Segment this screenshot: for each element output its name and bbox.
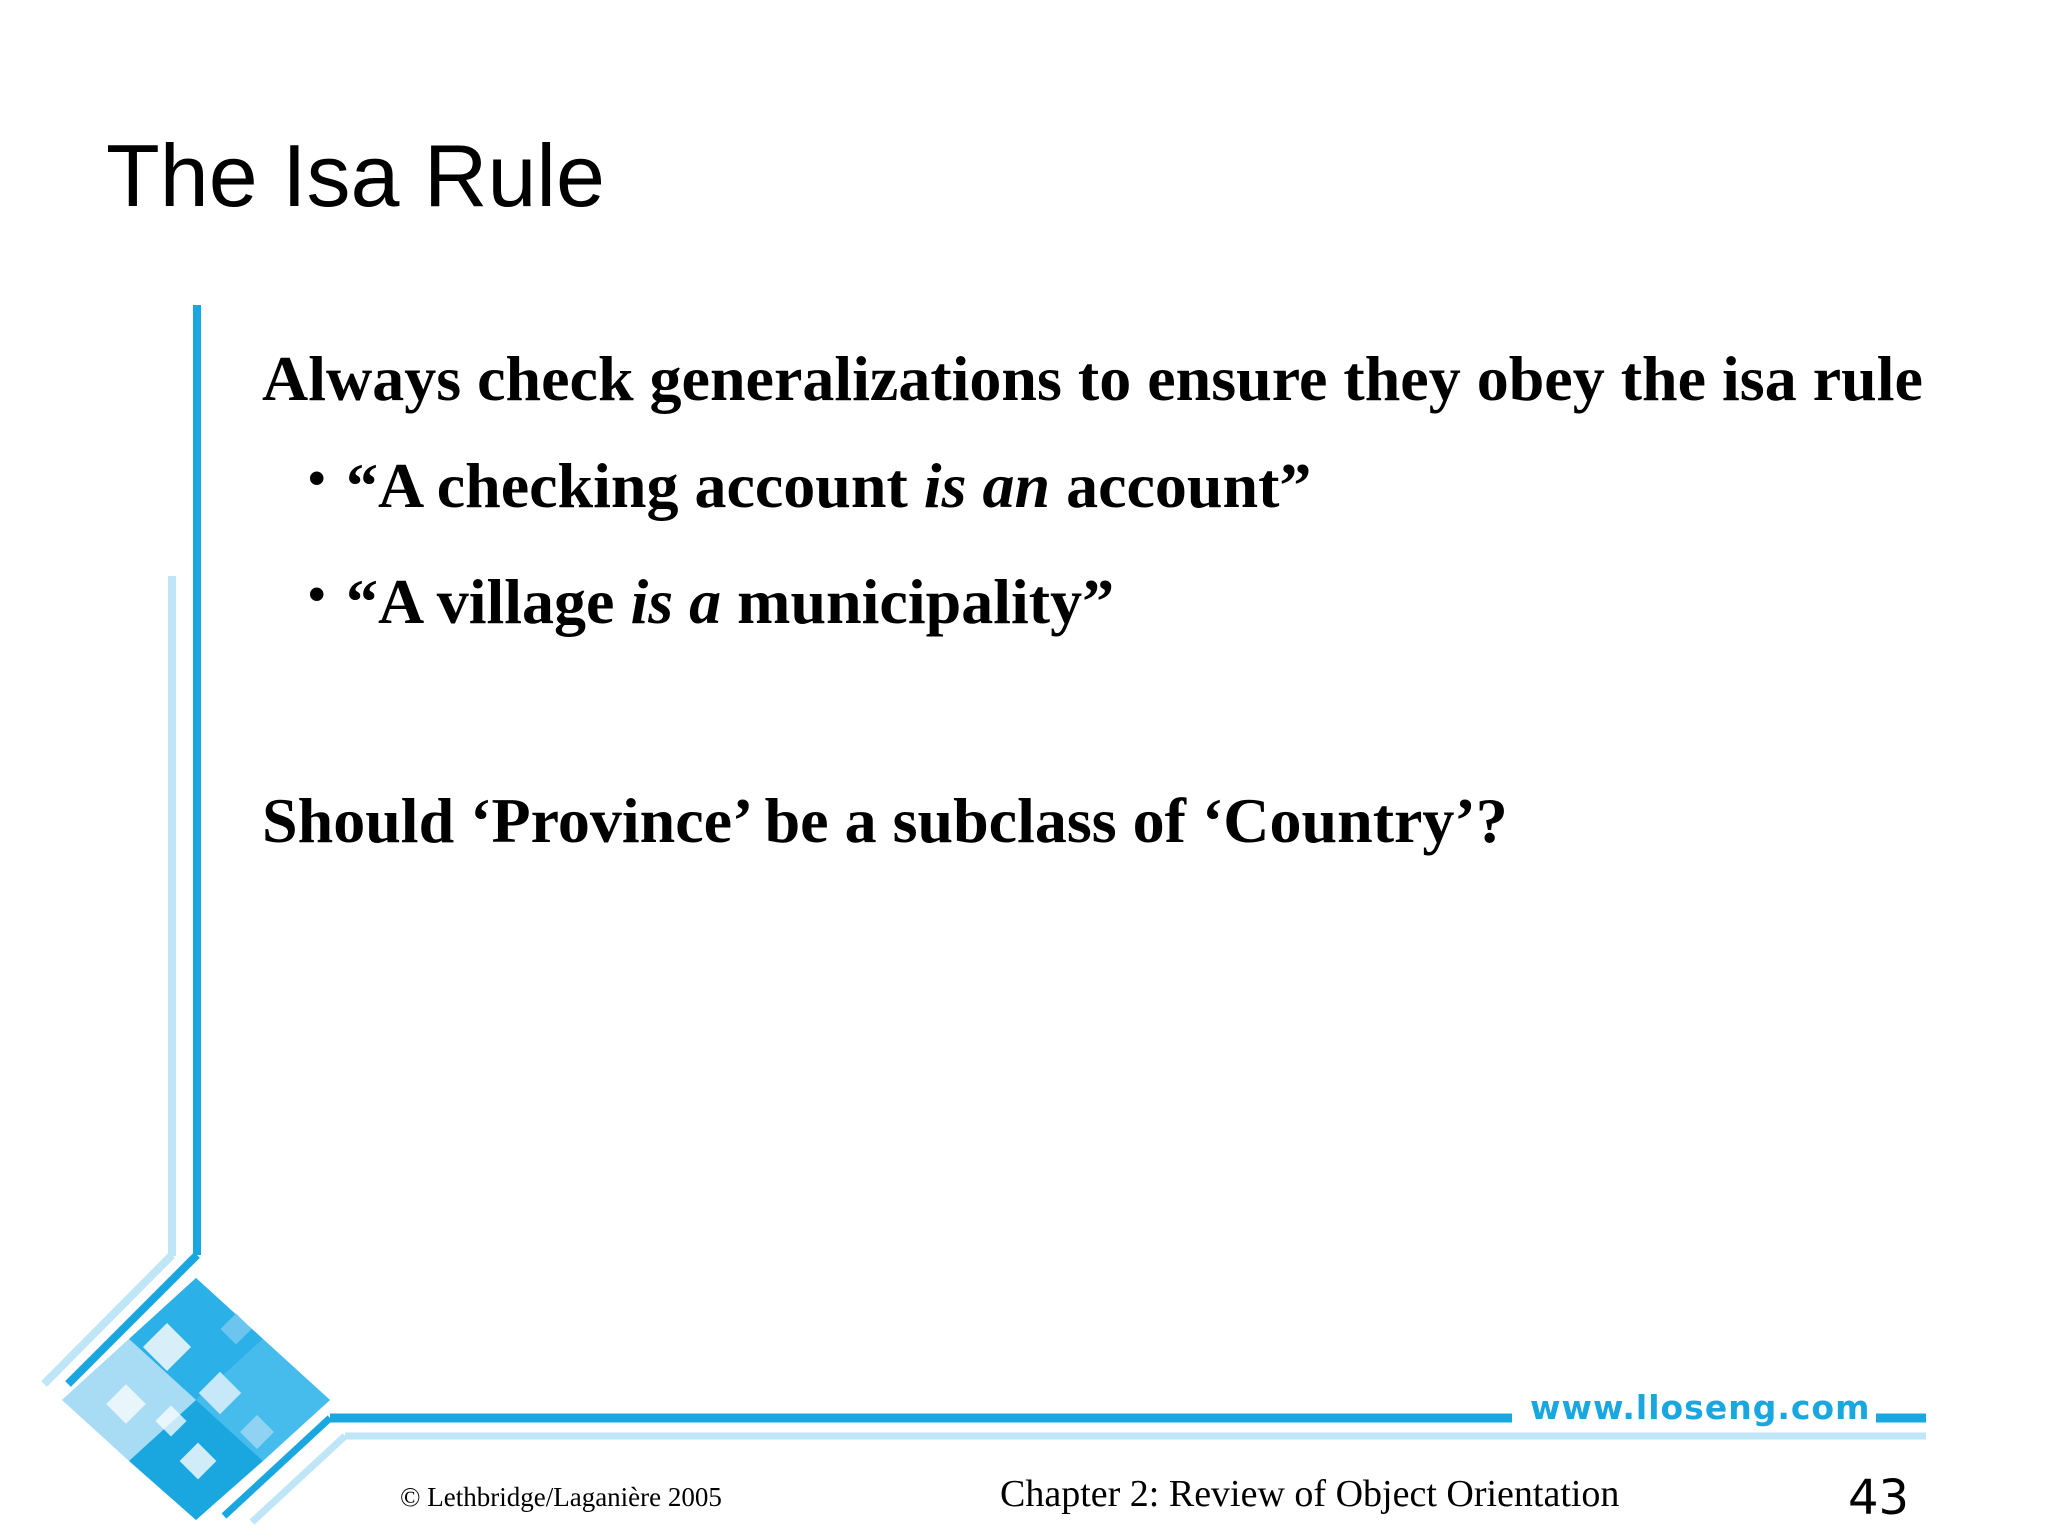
- chapter-title: Chapter 2: Review of Object Orientation: [1000, 1473, 1620, 1515]
- body-paragraph: Always check generalizations to ensure they obey the isa rule: [262, 343, 1923, 414]
- bullet-dot: •: [308, 566, 326, 622]
- page-number: 43: [1848, 1470, 1910, 1526]
- bullet-dot: •: [308, 450, 326, 506]
- question-text: Should ‘Province’ be a subclass of ‘Country’?: [262, 785, 1508, 856]
- website-url: www.lloseng.com: [1524, 1388, 1876, 1427]
- bullet-text-suffix: account”: [1050, 450, 1312, 521]
- bullet-text-prefix: “A village: [346, 566, 631, 637]
- bullet-text-emphasis: is a: [630, 566, 722, 637]
- bullet-text-emphasis: is an: [923, 450, 1051, 521]
- bullet-text-prefix: “A checking account: [346, 450, 924, 521]
- bullet-text-suffix: municipality”: [721, 566, 1115, 637]
- copyright-text: © Lethbridge/Laganière 2005: [400, 1482, 722, 1512]
- slide-title: The Isa Rule: [106, 126, 605, 225]
